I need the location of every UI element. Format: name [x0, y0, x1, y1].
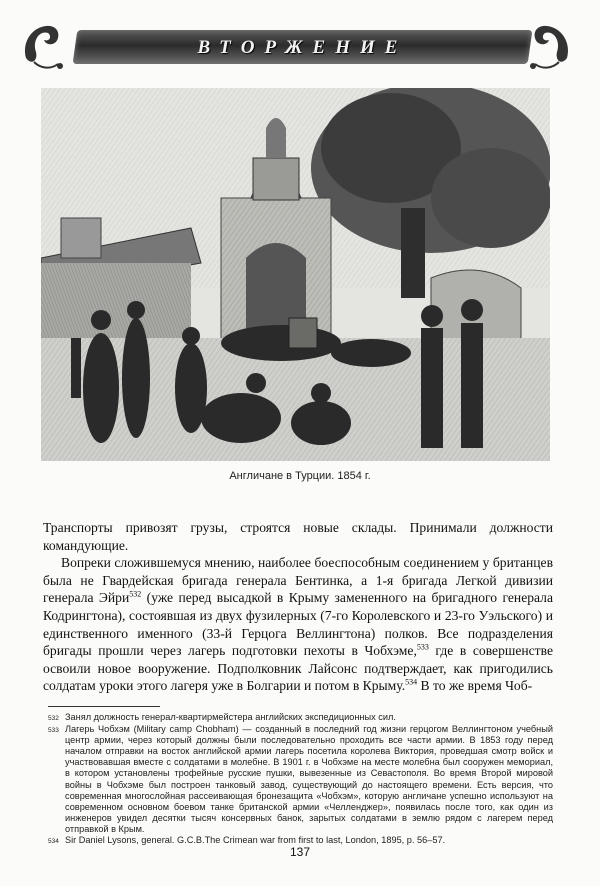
footnote-ref-532: 532: [129, 589, 142, 599]
footnote-divider: [48, 706, 160, 707]
right-ornament-icon: [525, 18, 573, 74]
paragraph-2-cont-2: где в совершенстве освоили новое вооружение. Подполковник Лайсонс подтверждает, как пригодились солдатам уроки этого лагеря уже в Болгарии и потом в Крыму.: [43, 643, 553, 694]
paragraph-2-cont-3: В то же время Чоб-: [417, 678, 533, 694]
chapter-title: ВТОРЖЕНИЕ: [197, 37, 408, 58]
page-number: 137: [289, 845, 311, 859]
body-text: [43, 519, 553, 695]
footnote-ref-533: 533: [416, 642, 429, 652]
footnote-number: 532: [48, 715, 59, 722]
footnote-number: 533: [48, 727, 59, 735]
footnote-number: 534: [48, 838, 59, 846]
footnote-ref-534: 534: [405, 677, 418, 687]
illustration-caption: Англичане в Турции. 1854 г.: [229, 470, 371, 482]
footnote-text: Лагерь Чобхэм (Military camp Chobham) — созданный в последний год жизни герцогом Веллингтоном учебный центр армии, через который должны были последовательно проходить все части армии. В 1853 году перед началом отправки на восток английской армии лагерь посетила королева Виктория, проведшая смотр войск и участвовавшая вместе с солдатами в молебне. В 1901 г. в Чобхэме на месте молебна был сооружен мемориал, в котором установлены трофейные русские пушки, вывезенные из Севастополя. Во время Второй мировой войны в Чобхэме был построен танковый завод, существующий до настоящего времени. Есть версия, что современная многослойная рассеивающая бронезащита «Чобхэм», которую англичане успешно используют на современном основном боевом танке британской армии «Челленджер», появилась после того, как один из инженеров увидел десятки тысяч консервных банок, зарытых солдатами в землю рядом с лагерем перед отправкой в Крым.: [65, 724, 553, 834]
engraving-illustration: [41, 88, 550, 461]
paragraph-1: Транспорты привозят грузы, строятся новые склады. Принимали должности командующие.: [43, 520, 553, 553]
footnote-text: Занял должность генерал-квартирмейстера английских экспедиционных сил.: [65, 712, 396, 722]
paragraph-2: [43, 554, 553, 695]
footnote: [48, 712, 553, 724]
footnotes: [48, 712, 553, 847]
footnote-text: Sir Daniel Lysons, general. G.C.B.The Crimean war from first to last, London, 1895, p. 56–57.: [65, 835, 446, 846]
footnote: [48, 724, 553, 835]
paragraph-2-cont-1: (уже перед высадкой в Крыму замененного на бригадного генерала Кодрингтона), состоявшая из двух фузилерных (7-го Королевского и 23-го Уэльского) и единственного именного (33-й Герцога Веллингтона) полков. Все подразделения бригады прошли через лагерь подготовки пехоты в Чобхэме,: [43, 590, 553, 659]
paragraph-2-text: Вопреки сложившемуся мнению, наиболее боеспособным соединением у британцев была не Гвардейская бригада генерала Бентинка, а 1-я бригада Легкой дивизии генерала Эйри: [43, 555, 553, 606]
left-ornament-icon: [20, 18, 68, 74]
